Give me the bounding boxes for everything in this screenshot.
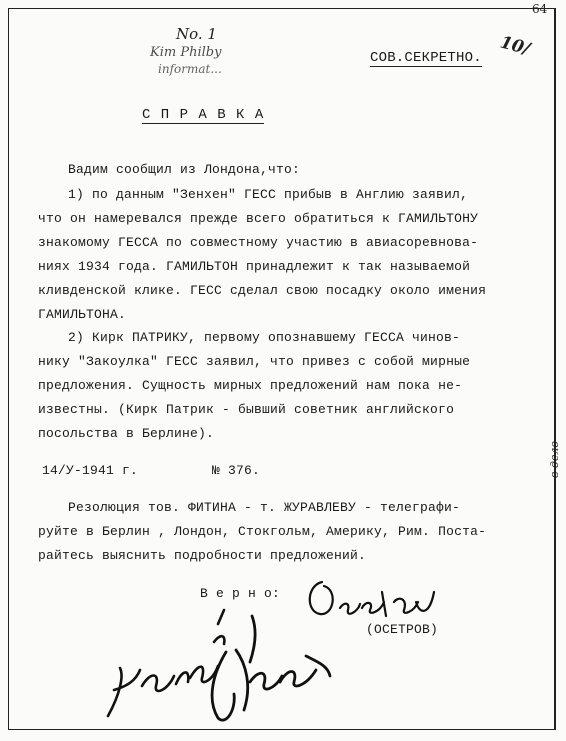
resolution-line-1: Резолюция тов. ФИТИНА - т. ЖУРАВЛЕВУ - телеграфи- — [68, 500, 461, 515]
document-title: С П Р А В К А — [142, 107, 265, 123]
p1-line-4: ниях 1934 года. ГАМИЛЬТОН принадлежит к так называемой — [38, 259, 471, 274]
page-number: 64 — [532, 2, 548, 16]
p2-line-5: посольства в Берлине). — [38, 426, 215, 441]
p2-line-1: 2) Кирк ПАТРИКУ, первому опознавшему ГЕССА чинов- — [68, 330, 461, 345]
signatory-name: (ОСЕТРОВ) — [366, 622, 439, 637]
p1-line-5: кливденской клике. ГЕСС сделал свою посадку около имения — [38, 283, 487, 298]
document-date: 14/У-1941 г. — [42, 463, 139, 478]
handwritten-signatures-icon — [94, 590, 334, 730]
verno-label: В е р н о: — [200, 586, 281, 601]
p1-line-2: что он намеревался прежде всего обратиться к ГАМИЛЬТОНУ — [38, 211, 479, 226]
p2-line-2: нику "Закоулка" ГЕСС заявил, что привез с собой мирные — [38, 354, 471, 369]
annotation-number: No. 1 — [176, 25, 217, 43]
document-number: № 376. — [212, 463, 261, 478]
p2-line-4: известны. (Кирк Патрик - бывший советник английского — [38, 402, 455, 417]
margin-note: в дело — [548, 440, 561, 478]
p1-line-1: 1) по данным "Зенхен" ГЕСС прибыв в Англию заявил, — [68, 187, 469, 202]
resolution-line-3: райтесь выяснить подробности предложений. — [38, 548, 367, 563]
p2-line-3: предложения. Сущность мирных предложений нам пока не- — [38, 378, 463, 393]
intro-line: Вадим сообщил из Лондона,что: — [68, 162, 301, 177]
resolution-line-2: руйте в Берлин , Лондон, Стокгольм, Америку, Рим. Поста- — [38, 524, 487, 539]
secrecy-stamp: СОВ.СЕКРЕТНО. — [370, 50, 482, 66]
p1-line-6: ГАМИЛЬТОНА. — [38, 307, 127, 322]
handwritten-mark: 10/ — [497, 32, 532, 60]
annotation-line1: Kim Philby — [150, 45, 222, 60]
p1-line-3: знакомому ГЕССА по совместному участию в авиасоревнова- — [38, 235, 479, 250]
annotation-line2: informat... — [158, 62, 222, 76]
